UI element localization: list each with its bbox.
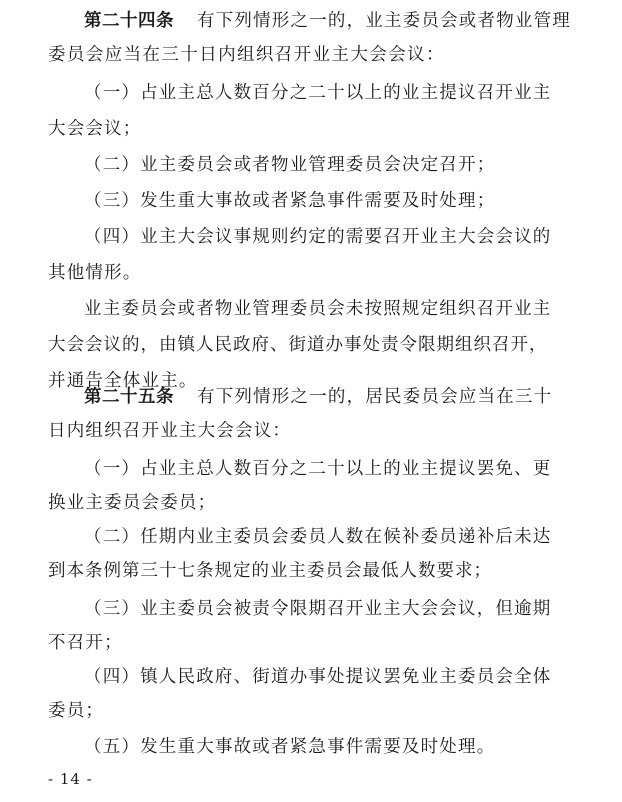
article-24-title: 第二十四条 xyxy=(84,11,174,31)
article-25-item-2-cont: 到本条例第三十七条规定的业主委员会最低人数要求； xyxy=(48,561,492,581)
article-25-item-1-cont: 换业主委员会委员； xyxy=(48,493,217,513)
article-24-para-2: 大会会议的，由镇人民政府、街道办事处责令限期组织召开， xyxy=(48,335,548,355)
article-24-line-2: 委员会应当在三十日内组织召开业主大会会议： xyxy=(48,45,445,65)
article-24-item-1: （一）占业主总人数百分之二十以上的业主提议召开业主 xyxy=(84,83,552,103)
article-25-item-4-cont: 委员； xyxy=(48,701,105,721)
article-24-line-1: 第二十四条 有下列情形之一的，业主委员会或者物业管理 xyxy=(0,4,622,38)
article-25-line-1: 第二十五条 有下列情形之一的，居民委员会应当在三十 xyxy=(0,380,622,414)
article-25-item-2: （二）任期内业主委员会委员人数在候补委员递补后未达 xyxy=(84,527,552,547)
article-24-item-3: （三）发生重大事故或者紧急事件需要及时处理； xyxy=(84,191,496,211)
article-24-item-2: （二）业主委员会或者物业管理委员会决定召开； xyxy=(84,155,496,175)
article-25-item-4: （四）镇人民政府、街道办事处提议罢免业主委员会全体 xyxy=(84,667,552,687)
article-24-para-3: 并通告全体业主。 xyxy=(48,371,198,391)
article-25-item-5: （五）发生重大事故或者紧急事件需要及时处理。 xyxy=(84,737,496,757)
article-24-para-1: 业主委员会或者物业管理委员会未按照规定组织召开业主 xyxy=(84,299,552,319)
article-24-item-4: （四）业主大会议事规则约定的需要召开业主大会会议的 xyxy=(84,227,552,247)
article-25-title: 第二十五条 xyxy=(84,387,174,407)
article-24-item-4-cont: 其他情形。 xyxy=(48,263,142,283)
article-25-item-3-cont: 不召开； xyxy=(48,633,123,653)
article-25-item-3: （三）业主委员会被责令限期召开业主大会会议，但逾期 xyxy=(84,599,552,619)
article-25-line-2: 日内组织召开业主大会会议： xyxy=(48,421,292,441)
article-25-item-1: （一）占业主总人数百分之二十以上的业主提议罢免、更 xyxy=(84,459,552,479)
article-24-item-1-cont: 大会会议； xyxy=(48,119,142,139)
page-number: - 14 - xyxy=(48,770,93,788)
